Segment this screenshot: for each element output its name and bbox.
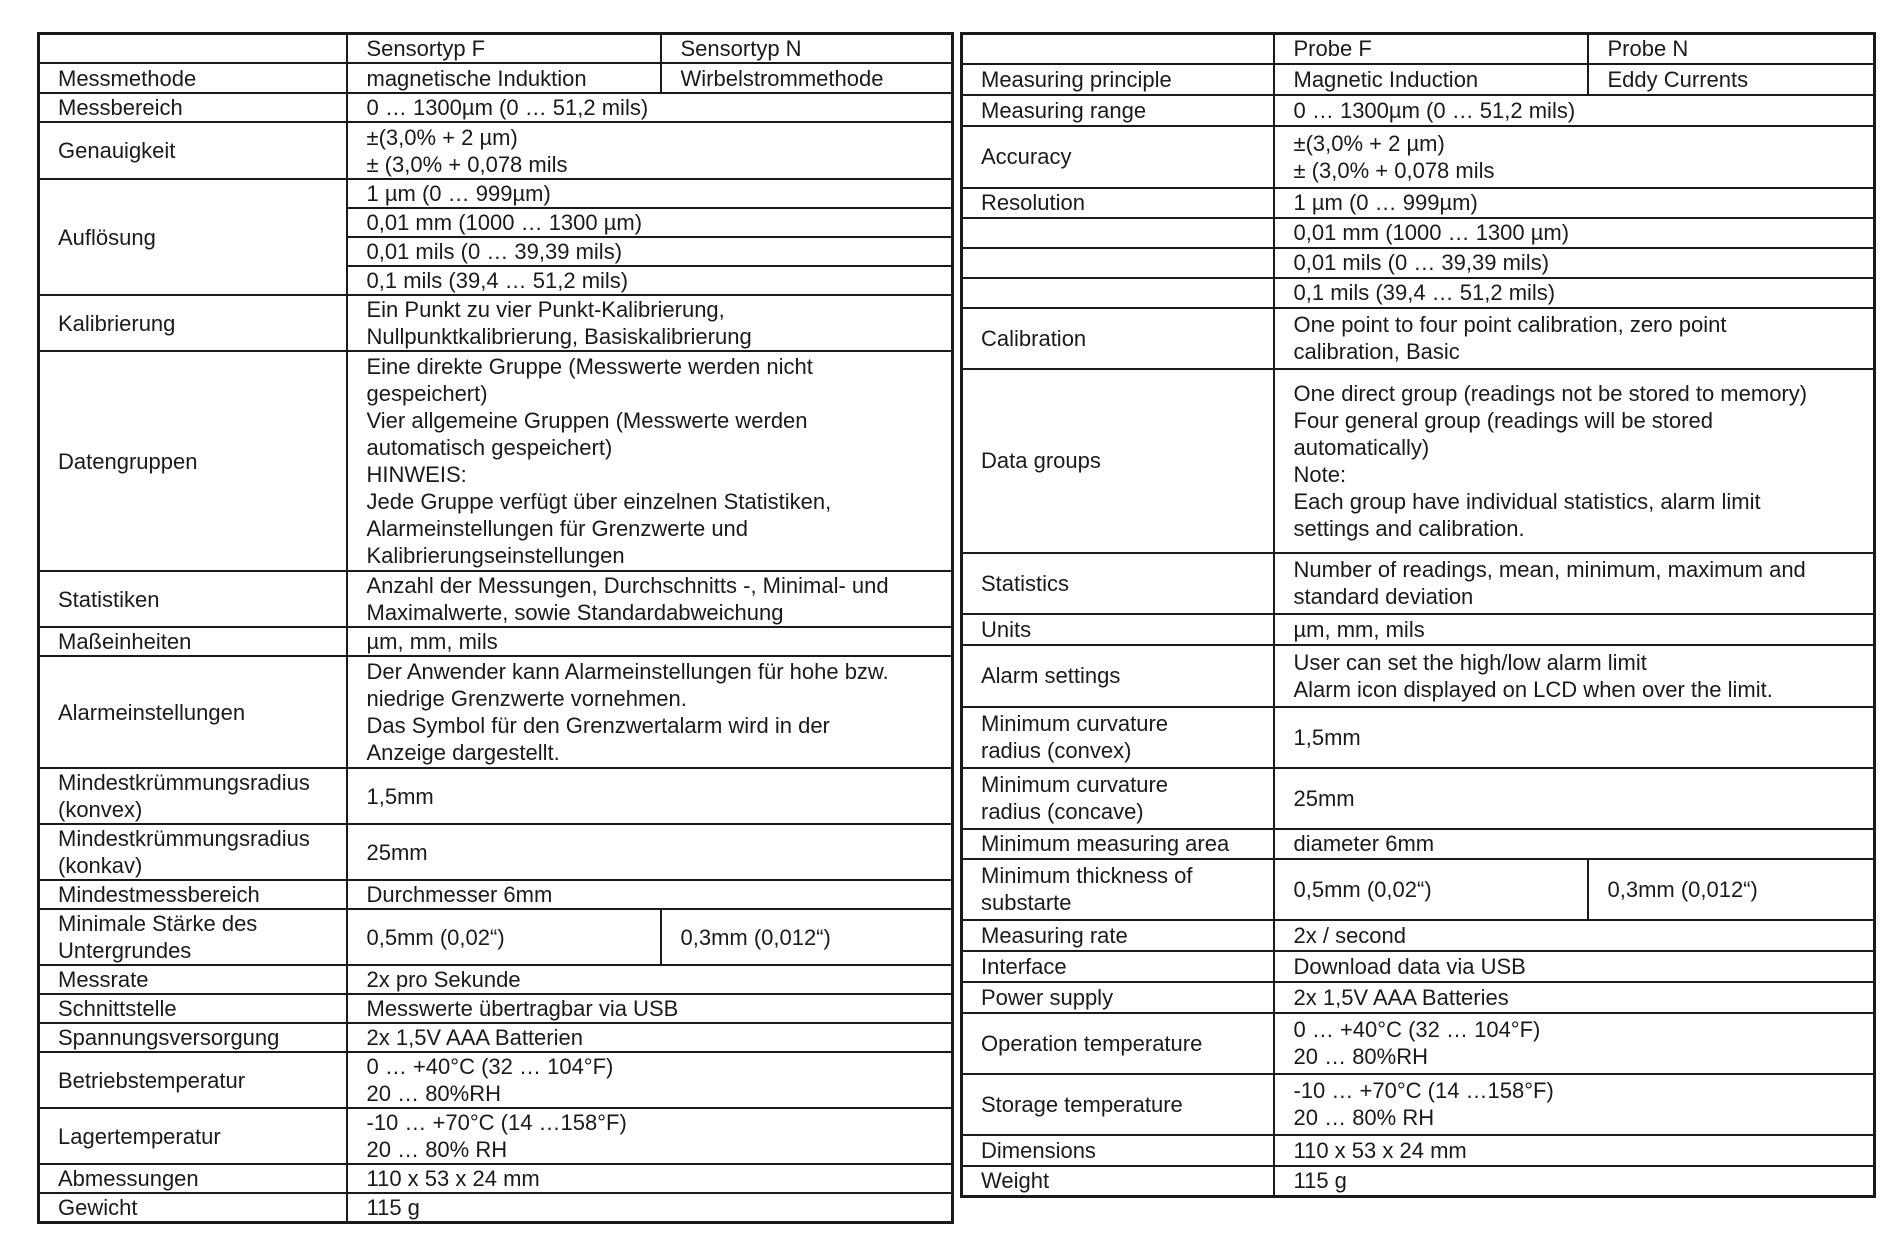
row-value: 2x / second — [1274, 920, 1875, 951]
table-row — [962, 768, 1875, 829]
row-value: Number of readings, mean, minimum, maximum and standard deviation — [1274, 553, 1875, 614]
row-label: Genauigkeit — [39, 122, 347, 179]
table-header-row — [39, 34, 953, 64]
row-value: Der Anwender kann Alarmeinstellungen für hohe bzw. niedrige Grenzwerte vornehmen. Das Symbol für den Grenzwertalarm wird in der Anzeige dargestellt. — [347, 656, 953, 768]
row-value: diameter 6mm — [1274, 829, 1875, 859]
row-label: Minimum thickness of substarte — [962, 859, 1274, 920]
table-row — [962, 614, 1875, 645]
row-label: Minimum measuring area — [962, 829, 1274, 859]
row-label: Minimum curvature radius (concave) — [962, 768, 1274, 829]
row-label: Gewicht — [39, 1193, 347, 1223]
row-label — [962, 278, 1274, 308]
row-label: Mindestmessbereich — [39, 880, 347, 909]
table-row — [962, 982, 1875, 1013]
row-value: 2x 1,5V AAA Batterien — [347, 1023, 953, 1052]
row-label: Messrate — [39, 965, 347, 994]
row-value: 0 … 1300µm (0 … 51,2 mils) — [1274, 95, 1875, 126]
row-value: 2x 1,5V AAA Batteries — [1274, 982, 1875, 1013]
row-label: Messmethode — [39, 63, 347, 93]
row-value: Anzahl der Messungen, Durchschnitts -, Minimal- und Maximalwerte, sowie Standardabweichung — [347, 571, 953, 627]
header-cell-empty — [39, 34, 347, 64]
table-row — [962, 829, 1875, 859]
row-label: Schnittstelle — [39, 994, 347, 1023]
row-label: Units — [962, 614, 1274, 645]
table-row — [39, 768, 953, 824]
row-value-probe-f: magnetische Induktion — [347, 63, 661, 93]
row-value: -10 … +70°C (14 …158°F) 20 … 80% RH — [1274, 1074, 1875, 1135]
row-value: 110 x 53 x 24 mm — [1274, 1135, 1875, 1166]
header-probe-f: Probe F — [1274, 34, 1588, 64]
row-value: 0,01 mils (0 … 39,39 mils) — [347, 237, 953, 266]
row-value-probe-n: Wirbelstrommethode — [661, 63, 953, 93]
row-value: µm, mm, mils — [1274, 614, 1875, 645]
table-row — [39, 824, 953, 880]
row-label: Statistics — [962, 553, 1274, 614]
row-label: Auflösung — [39, 179, 347, 295]
row-label: Dimensions — [962, 1135, 1274, 1166]
row-value: ±(3,0% + 2 µm) ± (3,0% + 0,078 mils — [1274, 126, 1875, 188]
row-value: One point to four point calibration, zero point calibration, Basic — [1274, 308, 1875, 369]
row-value: 0,1 mils (39,4 … 51,2 mils) — [1274, 278, 1875, 308]
row-value: Eine direkte Gruppe (Messwerte werden nicht gespeichert) Vier allgemeine Gruppen (Messwerte werden automatisch gespeichert) HINWEIS: Jede Gruppe verfügt über einzelnen Statistiken, Alarmeinstellungen für Grenzwerte und Kalibrierungseinstellungen — [347, 351, 953, 571]
table-row — [39, 994, 953, 1023]
header-probe-n: Probe N — [1588, 34, 1875, 64]
row-value: 1,5mm — [347, 768, 953, 824]
table-row — [39, 965, 953, 994]
table-row — [962, 1135, 1875, 1166]
row-label: Data groups — [962, 369, 1274, 553]
table-row — [962, 369, 1875, 553]
table-row — [962, 707, 1875, 768]
table-row — [39, 63, 953, 93]
table-row — [962, 553, 1875, 614]
table-row — [39, 1164, 953, 1193]
row-value: -10 … +70°C (14 …158°F) 20 … 80% RH — [347, 1108, 953, 1164]
row-value: User can set the high/low alarm limit Alarm icon displayed on LCD when over the limit. — [1274, 645, 1875, 707]
table-row — [962, 126, 1875, 188]
row-value: 1 µm (0 … 999µm) — [347, 179, 953, 208]
row-value: 2x pro Sekunde — [347, 965, 953, 994]
table-row — [962, 1166, 1875, 1197]
row-label: Weight — [962, 1166, 1274, 1197]
row-value: 0 … 1300µm (0 … 51,2 mils) — [347, 93, 953, 122]
row-label: Minimum curvature radius (convex) — [962, 707, 1274, 768]
row-value-probe-n: 0,3mm (0,012“) — [1588, 859, 1875, 920]
row-label: Calibration — [962, 308, 1274, 369]
header-cell-empty — [962, 34, 1274, 64]
table-row — [39, 880, 953, 909]
table-row — [962, 1013, 1875, 1074]
row-value: Durchmesser 6mm — [347, 880, 953, 909]
row-label: Kalibrierung — [39, 295, 347, 351]
row-label: Alarmeinstellungen — [39, 656, 347, 768]
row-label: Messbereich — [39, 93, 347, 122]
table-row — [39, 1023, 953, 1052]
row-value: 1 µm (0 … 999µm) — [1274, 188, 1875, 218]
row-label: Storage temperature — [962, 1074, 1274, 1135]
row-label: Minimale Stärke des Untergrundes — [39, 909, 347, 965]
row-label: Interface — [962, 951, 1274, 982]
spec-table-german — [37, 32, 954, 1224]
row-value-probe-f: 0,5mm (0,02“) — [1274, 859, 1588, 920]
table-row — [962, 645, 1875, 707]
header-probe-n: Sensortyp N — [661, 34, 953, 64]
row-label — [962, 248, 1274, 278]
table-row — [39, 179, 953, 208]
table-row — [39, 1108, 953, 1164]
table-row — [39, 909, 953, 965]
row-label — [962, 218, 1274, 248]
row-value: Download data via USB — [1274, 951, 1875, 982]
table-row — [962, 308, 1875, 369]
row-value: 0,01 mils (0 … 39,39 mils) — [1274, 248, 1875, 278]
row-label: Datengruppen — [39, 351, 347, 571]
row-label: Lagertemperatur — [39, 1108, 347, 1164]
row-value-probe-f: Magnetic Induction — [1274, 64, 1588, 95]
row-value: 1,5mm — [1274, 707, 1875, 768]
table-row — [39, 93, 953, 122]
row-value: 110 x 53 x 24 mm — [347, 1164, 953, 1193]
row-label: Alarm settings — [962, 645, 1274, 707]
table-row — [39, 1193, 953, 1223]
row-value: ±(3,0% + 2 µm) ± (3,0% + 0,078 mils — [347, 122, 953, 179]
row-label: Mindestkrümmungsradius (konkav) — [39, 824, 347, 880]
row-value: 0 … +40°C (32 … 104°F) 20 … 80%RH — [347, 1052, 953, 1108]
spec-table-english — [960, 32, 1876, 1198]
table-row — [39, 627, 953, 656]
row-value-probe-n: Eddy Currents — [1588, 64, 1875, 95]
row-value: 0,1 mils (39,4 … 51,2 mils) — [347, 266, 953, 295]
row-value: 25mm — [1274, 768, 1875, 829]
row-value: µm, mm, mils — [347, 627, 953, 656]
table-row — [962, 218, 1875, 248]
row-value: 0 … +40°C (32 … 104°F) 20 … 80%RH — [1274, 1013, 1875, 1074]
table-row — [962, 951, 1875, 982]
table-row — [39, 351, 953, 571]
table-row — [962, 1074, 1875, 1135]
row-label: Measuring principle — [962, 64, 1274, 95]
row-label: Power supply — [962, 982, 1274, 1013]
row-value: 25mm — [347, 824, 953, 880]
row-value: Ein Punkt zu vier Punkt-Kalibrierung, Nullpunktkalibrierung, Basiskalibrierung — [347, 295, 953, 351]
row-label: Spannungsversorgung — [39, 1023, 347, 1052]
table-row — [962, 188, 1875, 218]
row-value: Messwerte übertragbar via USB — [347, 994, 953, 1023]
row-label: Betriebstemperatur — [39, 1052, 347, 1108]
row-value: 0,01 mm (1000 … 1300 µm) — [347, 208, 953, 237]
table-row — [39, 571, 953, 627]
table-row — [39, 122, 953, 179]
row-value: 115 g — [1274, 1166, 1875, 1197]
row-value-probe-n: 0,3mm (0,012“) — [661, 909, 953, 965]
table-row — [962, 95, 1875, 126]
table-row — [39, 656, 953, 768]
table-row — [962, 859, 1875, 920]
table-row — [39, 1052, 953, 1108]
row-value: One direct group (readings not be stored to memory) Four general group (readings will be stored automatically) Note: Each group have individual statistics, alarm limit settings and calibration. — [1274, 369, 1875, 553]
table-header-row — [962, 34, 1875, 64]
row-label: Measuring rate — [962, 920, 1274, 951]
table-row — [962, 920, 1875, 951]
table-row — [962, 248, 1875, 278]
table-row — [39, 295, 953, 351]
row-value-probe-f: 0,5mm (0,02“) — [347, 909, 661, 965]
row-label: Resolution — [962, 188, 1274, 218]
row-label: Accuracy — [962, 126, 1274, 188]
row-label: Statistiken — [39, 571, 347, 627]
row-label: Abmessungen — [39, 1164, 347, 1193]
row-label: Operation temperature — [962, 1013, 1274, 1074]
row-label: Measuring range — [962, 95, 1274, 126]
row-value: 115 g — [347, 1193, 953, 1223]
header-probe-f: Sensortyp F — [347, 34, 661, 64]
table-row — [962, 64, 1875, 95]
row-label: Maßeinheiten — [39, 627, 347, 656]
row-label: Mindestkrümmungsradius (konvex) — [39, 768, 347, 824]
table-row — [962, 278, 1875, 308]
row-value: 0,01 mm (1000 … 1300 µm) — [1274, 218, 1875, 248]
